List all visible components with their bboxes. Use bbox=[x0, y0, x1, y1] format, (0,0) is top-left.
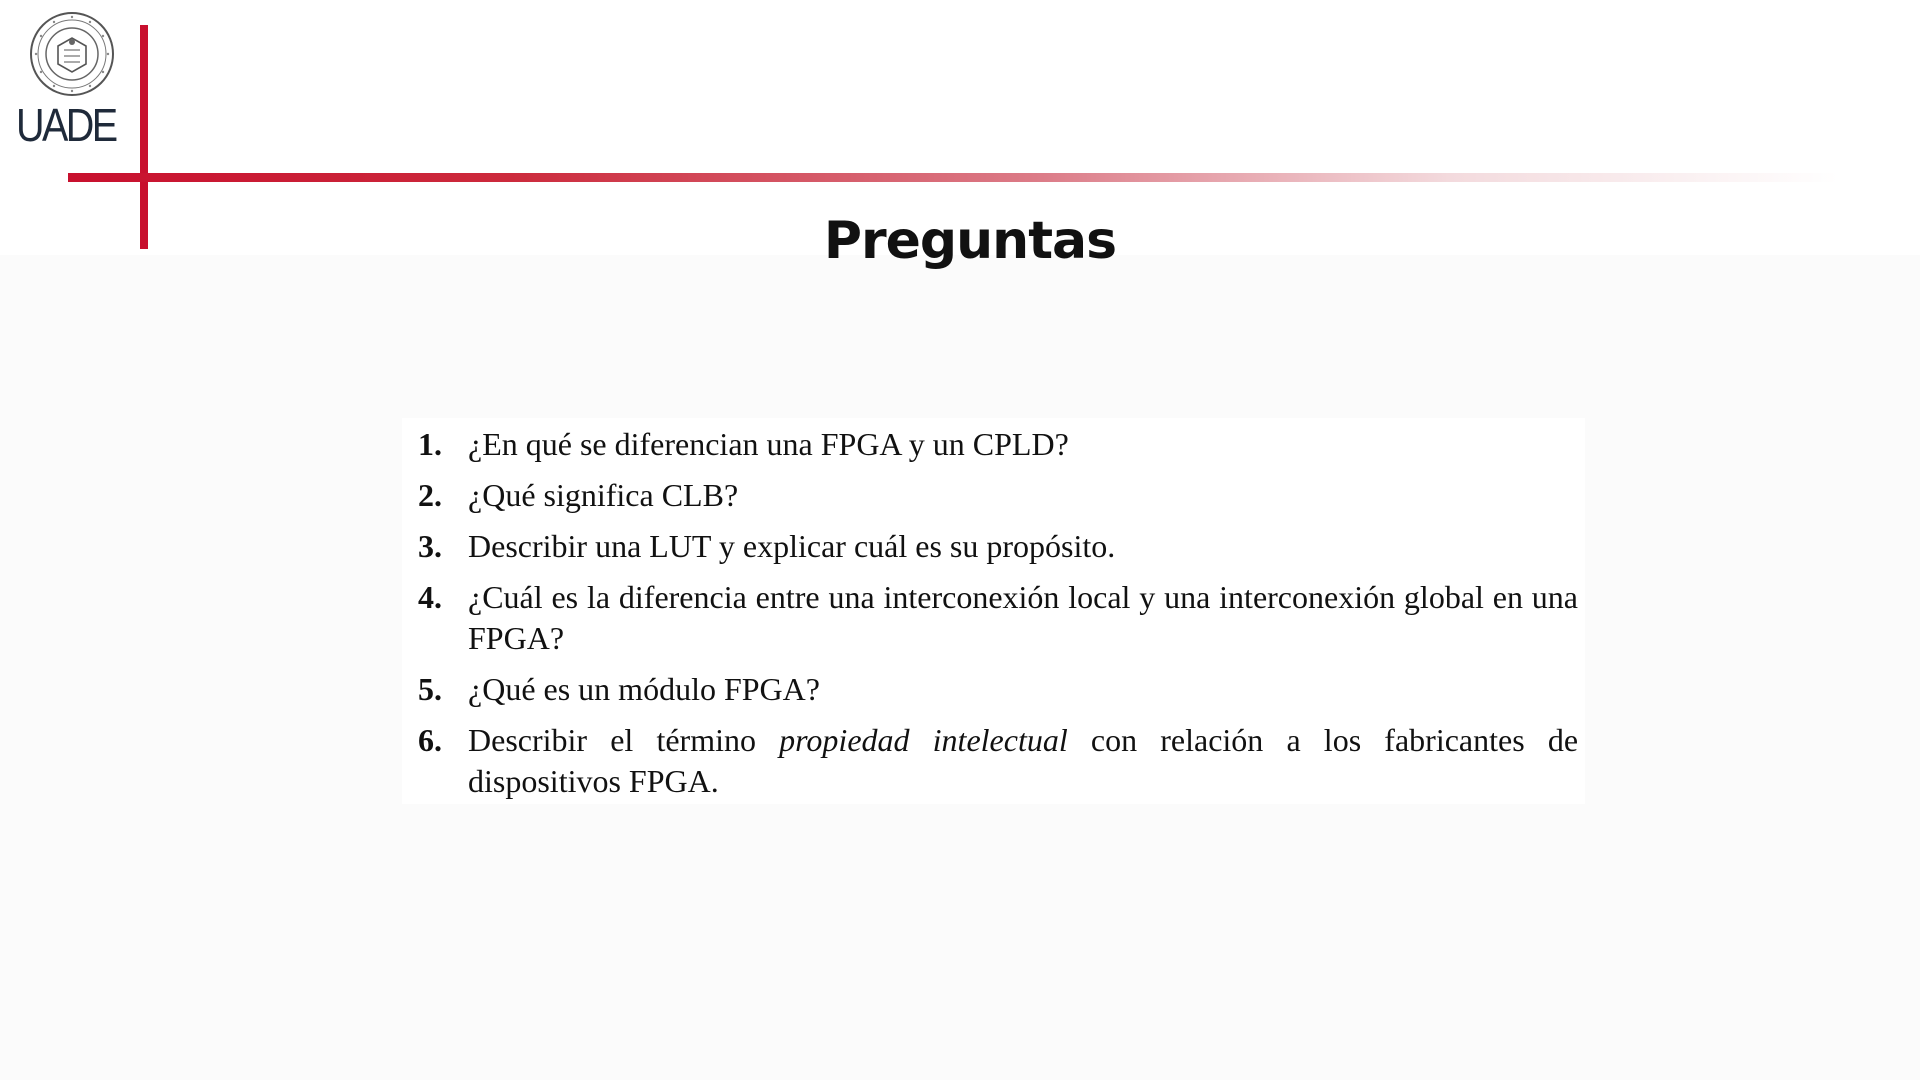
question-text bbox=[468, 720, 1578, 802]
list-item bbox=[418, 526, 1578, 567]
list-item bbox=[418, 669, 1578, 710]
question-number: 4. bbox=[418, 579, 442, 615]
header-horizontal-rule bbox=[68, 173, 1838, 182]
questions-list bbox=[418, 424, 1578, 812]
question-text: Describir una LUT y explicar cuál es su propósito. bbox=[468, 528, 1116, 564]
question-text: ¿Qué significa CLB? bbox=[468, 477, 739, 513]
logo-text: UADE bbox=[16, 99, 116, 151]
question-text: ¿En qué se diferencian una FPGA y un CPLD? bbox=[468, 426, 1069, 462]
question-text: ¿Cuál es la diferencia entre una interconexión local y una interconexión global en una FPGA? bbox=[468, 579, 1578, 656]
question-text-italic: propiedad intelectual bbox=[779, 722, 1068, 758]
list-item bbox=[418, 475, 1578, 516]
question-number: 1. bbox=[418, 426, 442, 462]
question-text-before: Describir el término bbox=[468, 722, 756, 758]
questions-panel bbox=[402, 418, 1585, 804]
university-seal-icon bbox=[28, 10, 116, 98]
uade-logo bbox=[14, 10, 134, 150]
question-text-after: con relación a los fabricantes de dispositivos FPGA. bbox=[468, 722, 1579, 799]
question-number: 2. bbox=[418, 477, 442, 513]
page-title: Preguntas bbox=[823, 211, 1117, 271]
question-number: 3. bbox=[418, 528, 442, 564]
list-item bbox=[418, 720, 1578, 802]
question-number: 5. bbox=[418, 671, 442, 707]
question-number: 6. bbox=[418, 722, 442, 758]
question-text: ¿Qué es un módulo FPGA? bbox=[468, 671, 820, 707]
list-item bbox=[418, 577, 1578, 659]
list-item bbox=[418, 424, 1578, 465]
